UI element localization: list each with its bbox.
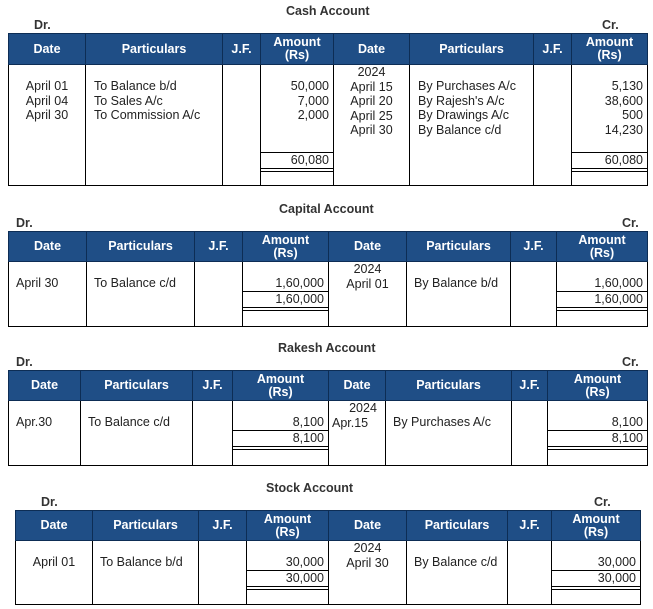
header-date: Date [334,34,410,65]
dr-label: Dr. [41,495,58,509]
header-jf: J.F. [508,511,552,541]
credit-particulars: By Balance c/d [407,541,508,605]
cr-label: Cr. [622,216,639,230]
credit-dates: 2024 Apr.15 [329,401,386,466]
account-title: Rakesh Account [278,341,376,355]
header-jf: J.F. [511,232,557,262]
header-amount: Amount (Rs) [233,371,329,401]
ledger-table [8,370,648,466]
debit-jf [223,65,261,186]
credit-amount: 5,130 38,600 500 14,230 60,080 [572,65,648,186]
cr-label: Cr. [602,18,619,32]
header-jf: J.F. [199,511,247,541]
year: 2024 [353,541,382,555]
debit-jf [195,262,243,327]
debit-particulars: To Balance c/d [87,262,195,327]
account-title: Capital Account [279,202,374,216]
credit-total: 30,000 [552,570,640,585]
credit-particulars: By Balance b/d [407,262,511,327]
debit-jf [193,401,233,466]
header-amount: Amount (Rs) [572,34,648,65]
account-title: Stock Account [266,481,354,495]
header-date: Date [9,371,81,401]
debit-amount: 30,000 30,000 [247,541,329,605]
header-particulars: Particulars [407,511,508,541]
debit-amount: 50,000 7,000 2,000 60,080 [261,65,334,186]
header-amount: Amount (Rs) [247,511,329,541]
cr-label: Cr. [594,495,611,509]
debit-total: 8,100 [233,430,328,445]
cr-label: Cr. [622,355,639,369]
credit-total: 60,080 [572,152,647,167]
header-date: Date [16,511,93,541]
debit-particulars: To Balance b/d [93,541,199,605]
header-particulars: Particulars [81,371,193,401]
debit-jf [199,541,247,605]
dr-label: Dr. [16,355,33,369]
debit-dates: April 30 [9,262,87,327]
credit-total: 1,60,000 [557,291,647,306]
credit-total: 8,100 [548,430,647,445]
header-jf: J.F. [512,371,548,401]
dr-label: Dr. [34,18,51,32]
ledger-table [8,231,648,327]
header-particulars: Particulars [87,232,195,262]
header-particulars: Particulars [93,511,199,541]
header-particulars: Particulars [86,34,223,65]
header-particulars: Particulars [410,34,534,65]
ledger-table [15,510,641,605]
header-amount: Amount (Rs) [243,232,329,262]
credit-amount: 8,100 8,100 [548,401,648,466]
header-date: Date [9,232,87,262]
dr-label: Dr. [16,216,33,230]
year: 2024 [353,262,382,276]
account-title: Cash Account [286,4,370,18]
header-particulars: Particulars [407,232,511,262]
year: 2024 [357,65,386,79]
debit-total: 1,60,000 [243,291,328,306]
header-amount: Amount (Rs) [552,511,641,541]
credit-particulars: By Purchases A/c [386,401,512,466]
ledger-table [8,33,648,186]
credit-amount: 1,60,000 1,60,000 [557,262,648,327]
debit-dates: Apr.30 [9,401,81,466]
debit-amount: 1,60,000 1,60,000 [243,262,329,327]
debit-dates: April 01 [16,541,93,605]
credit-dates: 2024 April 01 [329,262,407,327]
credit-particulars: By Purchases A/c By Rajesh's A/c By Drawings A/c By Balance c/d [410,65,534,186]
debit-total: 30,000 [247,570,328,585]
credit-dates: 2024 April 15 April 20 April 25 April 30 [334,65,410,186]
header-date: Date [329,232,407,262]
credit-jf [508,541,552,605]
header-amount: Amount (Rs) [261,34,334,65]
debit-amount: 8,100 8,100 [233,401,329,466]
header-jf: J.F. [534,34,572,65]
header-amount: Amount (Rs) [548,371,648,401]
credit-amount: 30,000 30,000 [552,541,641,605]
header-jf: J.F. [193,371,233,401]
debit-particulars: To Balance c/d [81,401,193,466]
debit-total: 60,080 [261,152,333,167]
credit-jf [511,262,557,327]
header-date: Date [329,511,407,541]
header-jf: J.F. [195,232,243,262]
year: 2024 [349,401,377,415]
credit-jf [534,65,572,186]
debit-particulars: To Balance b/d To Sales A/c To Commission A/c [86,65,223,186]
header-amount: Amount (Rs) [557,232,648,262]
header-date: Date [9,34,86,65]
header-particulars: Particulars [386,371,512,401]
credit-jf [512,401,548,466]
header-jf: J.F. [223,34,261,65]
debit-dates: April 01 April 04 April 30 [9,65,86,186]
header-date: Date [329,371,386,401]
credit-dates: 2024 April 30 [329,541,407,605]
